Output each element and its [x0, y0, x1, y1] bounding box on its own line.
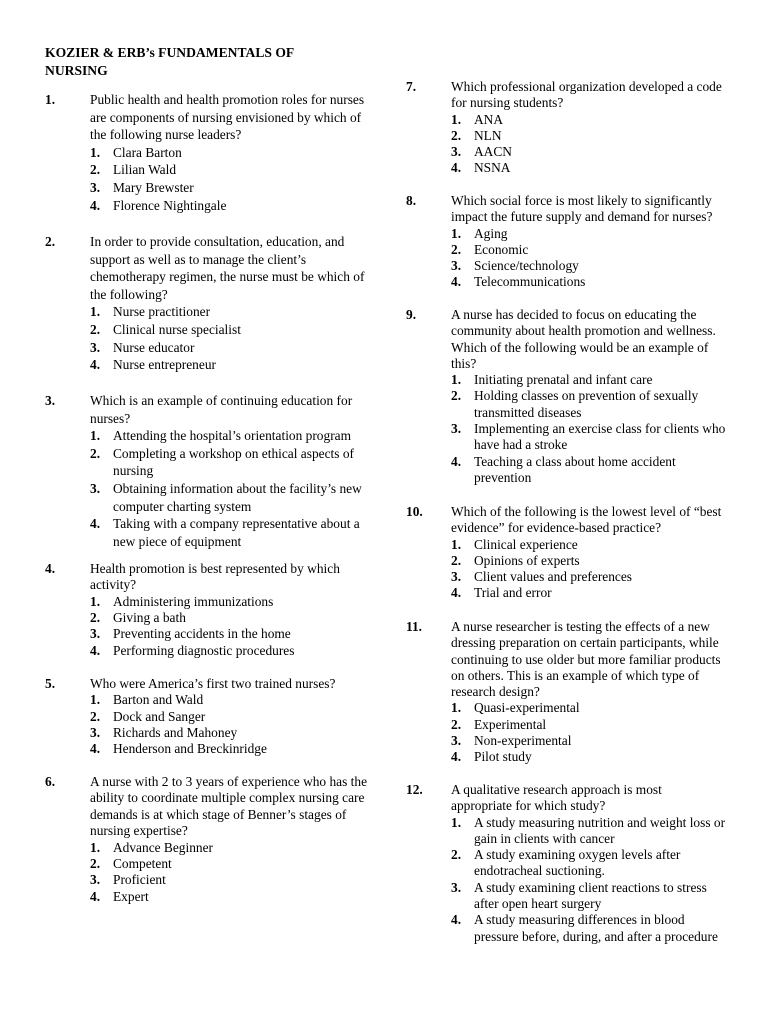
option-text: Completing a workshop on ethical aspects of nursing — [113, 445, 354, 479]
option-text: Henderson and Breckinridge — [113, 741, 267, 757]
option-text: Competent — [113, 855, 172, 871]
option-number: 4. — [451, 453, 462, 469]
question-7 — [406, 79, 726, 177]
answer-option — [451, 585, 726, 601]
answer-option — [90, 709, 380, 725]
answer-option — [451, 912, 726, 945]
answer-option — [90, 725, 380, 741]
answer-option — [451, 112, 726, 128]
option-text: Initiating prenatal and infant care — [474, 372, 653, 388]
answer-option — [90, 179, 380, 197]
option-text: A study measuring differences in blood pressure before, during, and after a procedure — [474, 912, 718, 944]
option-text: Preventing accidents in the home — [113, 626, 291, 642]
option-text: Opinions of experts — [474, 552, 580, 568]
option-text: Aging — [474, 225, 508, 241]
option-text: Client values and preferences — [474, 569, 633, 585]
option-number: 1. — [90, 144, 101, 160]
option-number: 4. — [451, 749, 462, 765]
answer-option — [451, 717, 726, 733]
option-text: Barton and Wald — [113, 692, 204, 708]
option-number: 4. — [90, 197, 101, 213]
answer-option — [90, 427, 380, 445]
option-text: Trial and error — [474, 585, 552, 601]
option-number: 3. — [451, 258, 462, 274]
question-number: 8. — [406, 193, 417, 208]
answer-option — [90, 303, 380, 321]
option-text: A study measuring nutrition and weight loss or gain in clients with cancer — [474, 814, 726, 846]
option-text: A study examining client reactions to stress after open heart surgery — [474, 879, 707, 912]
answer-option — [451, 733, 726, 749]
option-number: 1. — [451, 225, 462, 241]
question-text: A nurse has decided to focus on educating the community about health promotion and wellness. Which of the following would be an example of this? — [451, 307, 716, 371]
option-number: 3. — [451, 733, 462, 749]
option-number: 2. — [90, 610, 101, 626]
answer-option — [451, 553, 726, 569]
question-9 — [406, 307, 726, 486]
answer-option — [90, 872, 380, 888]
answer-option — [90, 356, 380, 374]
question-1 — [45, 91, 380, 214]
option-text: Implementing an exercise class for clients who have had a stroke — [474, 421, 726, 453]
question-text: Public health and health promotion roles for nurses are components of nursing envisioned by which of the following nurse leaders? — [90, 92, 365, 143]
option-number: 4. — [90, 888, 101, 904]
option-number: 3. — [90, 179, 101, 195]
option-text: Holding classes on prevention of sexually transmitted diseases — [474, 388, 699, 420]
question-number: 12. — [406, 782, 423, 797]
question-text: Health promotion is best represented by which activity? — [90, 561, 340, 593]
option-number: 4. — [90, 516, 101, 532]
answer-option — [90, 339, 380, 357]
option-number: 1. — [451, 372, 462, 388]
option-number: 1. — [90, 692, 101, 708]
question-4 — [45, 561, 380, 659]
answer-option — [90, 197, 380, 215]
answer-option — [451, 160, 726, 176]
option-text: Administering immunizations — [113, 593, 274, 609]
option-number: 4. — [90, 357, 101, 373]
question-number: 10. — [406, 504, 423, 519]
question-10 — [406, 504, 726, 602]
question-number: 1. — [45, 92, 56, 107]
question-text: Which social force is most likely to significantly impact the future supply and demand for nurses? — [451, 193, 713, 225]
option-number: 2. — [451, 552, 462, 568]
option-number: 1. — [90, 839, 101, 855]
option-number: 4. — [90, 741, 101, 757]
option-number: 4. — [451, 274, 462, 290]
question-text: Who were America’s first two trained nurses? — [90, 676, 336, 691]
answer-option — [90, 445, 380, 480]
question-6 — [45, 774, 380, 905]
question-8 — [406, 193, 726, 291]
answer-option — [451, 242, 726, 258]
option-number: 4. — [451, 912, 462, 928]
option-text: Dock and Sanger — [113, 708, 206, 724]
answer-option — [451, 537, 726, 553]
answer-option — [451, 454, 726, 487]
option-number: 3. — [90, 872, 101, 888]
option-text: Lilian Wald — [113, 162, 177, 178]
option-text: Experimental — [474, 716, 547, 732]
option-number: 2. — [90, 445, 101, 461]
answer-option — [451, 258, 726, 274]
option-text: Attending the hospital’s orientation program — [113, 428, 352, 444]
answer-option — [451, 700, 726, 716]
option-text: Taking with a company representative about a new piece of equipment — [113, 516, 360, 549]
option-number: 1. — [451, 700, 462, 716]
answer-option — [90, 692, 380, 708]
question-2 — [45, 233, 380, 374]
option-number: 3. — [90, 725, 101, 740]
question-number: 9. — [406, 307, 417, 322]
answer-option — [90, 144, 380, 162]
option-text: Expert — [113, 888, 149, 904]
option-number: 2. — [90, 855, 101, 871]
option-text: Economic — [474, 241, 529, 257]
answer-option — [90, 856, 380, 872]
option-text: Proficient — [113, 872, 166, 888]
option-number: 1. — [90, 593, 101, 609]
answer-option — [451, 372, 726, 388]
question-number: 11. — [406, 619, 422, 634]
answer-option — [451, 388, 726, 421]
option-number: 2. — [451, 716, 462, 732]
answer-option — [451, 749, 726, 765]
option-number: 4. — [90, 642, 101, 658]
question-text: Which professional organization developed a code for nursing students? — [451, 79, 722, 111]
option-number: 3. — [90, 626, 101, 642]
option-number: 1. — [451, 536, 462, 552]
answer-option — [90, 643, 380, 659]
answer-option — [90, 480, 380, 515]
option-text: NLN — [474, 127, 502, 143]
answer-option — [451, 880, 726, 913]
option-text: A study examining oxygen levels after endotracheal suctioning. — [474, 847, 681, 879]
option-number: 1. — [90, 304, 101, 320]
option-text: Clara Barton — [113, 144, 182, 160]
option-number: 2. — [451, 241, 462, 257]
document-title: KOZIER & ERB’s FUNDAMENTALS OF NURSING — [45, 45, 294, 78]
question-11 — [406, 619, 726, 766]
answer-option — [451, 815, 726, 848]
answer-option — [451, 144, 726, 160]
option-text: Nurse entrepreneur — [113, 357, 216, 373]
option-text: Florence Nightingale — [113, 197, 227, 213]
answer-option — [90, 889, 380, 905]
question-5 — [45, 676, 380, 758]
answer-option — [90, 626, 380, 642]
answer-option — [90, 515, 380, 550]
question-number: 3. — [45, 393, 56, 408]
option-number: 3. — [451, 879, 462, 895]
question-text: A nurse researcher is testing the effects of a new dressing preparation on certain participants, while continuing to use older but more familiar products on others. This is an example of which type of research design? — [451, 619, 721, 700]
option-number: 2. — [90, 162, 101, 178]
option-text: Non-experimental — [474, 733, 572, 749]
option-text: Clinical nurse specialist — [113, 321, 241, 337]
answer-option — [90, 594, 380, 610]
option-text: Teaching a class about home accident prevention — [474, 453, 676, 485]
option-text: Advance Beginner — [113, 839, 214, 855]
question-number: 7. — [406, 79, 417, 94]
option-number: 3. — [451, 569, 462, 585]
option-number: 4. — [451, 160, 462, 176]
question-text: A nurse with 2 to 3 years of experience who has the ability to coordinate multiple complex nursing care demands is at which stage of Benner’s stages of nursing expertise? — [90, 774, 368, 839]
option-number: 3. — [90, 339, 101, 355]
question-number: 5. — [45, 676, 56, 691]
option-number: 3. — [451, 144, 462, 160]
option-number: 1. — [451, 814, 462, 830]
option-number: 3. — [451, 421, 462, 437]
option-number: 1. — [90, 428, 101, 444]
option-text: Performing diagnostic procedures — [113, 642, 295, 658]
option-number: 4. — [451, 585, 462, 601]
option-text: NSNA — [474, 160, 511, 176]
question-text: Which of the following is the lowest level of “best evidence” for evidence-based practice? — [451, 504, 722, 536]
answer-option — [90, 610, 380, 626]
option-number: 1. — [451, 111, 462, 127]
option-text: Quasi-experimental — [474, 700, 580, 716]
answer-option — [90, 321, 380, 339]
option-number: 2. — [451, 388, 462, 404]
answer-option — [90, 161, 380, 179]
option-text: AACN — [474, 144, 512, 160]
question-12 — [406, 782, 726, 945]
option-text: Mary Brewster — [113, 179, 194, 195]
answer-option — [451, 128, 726, 144]
answer-option — [451, 274, 726, 290]
answer-option — [451, 847, 726, 880]
option-number: 2. — [90, 321, 101, 337]
answer-option — [90, 840, 380, 856]
option-text: Nurse practitioner — [113, 304, 211, 320]
question-3 — [45, 392, 380, 550]
option-number: 2. — [90, 708, 101, 724]
option-text: Richards and Mahoney — [113, 725, 238, 740]
question-number: 6. — [45, 774, 56, 789]
option-text: Nurse educator — [113, 339, 195, 355]
question-number: 4. — [45, 561, 56, 576]
question-text: In order to provide consultation, education, and support as well as to manage the client’s chemotherapy regimen, the nurse must be which of the following? — [90, 234, 365, 302]
answer-option — [90, 741, 380, 757]
question-number: 2. — [45, 234, 56, 249]
option-number: 2. — [451, 847, 462, 863]
answer-option — [451, 226, 726, 242]
option-text: Clinical experience — [474, 536, 578, 552]
option-text: ANA — [474, 111, 504, 127]
question-text: Which is an example of continuing education for nurses? — [90, 393, 353, 426]
option-text: Giving a bath — [113, 610, 186, 626]
option-text: Telecommunications — [474, 274, 586, 290]
question-text: A qualitative research approach is most appropriate for which study? — [451, 782, 662, 814]
option-text: Science/technology — [474, 258, 579, 274]
option-number: 2. — [451, 127, 462, 143]
option-number: 3. — [90, 480, 101, 496]
option-text: Obtaining information about the facility’s new computer charting system — [113, 480, 362, 514]
answer-option — [451, 569, 726, 585]
answer-option — [451, 421, 726, 454]
option-text: Pilot study — [474, 749, 532, 765]
